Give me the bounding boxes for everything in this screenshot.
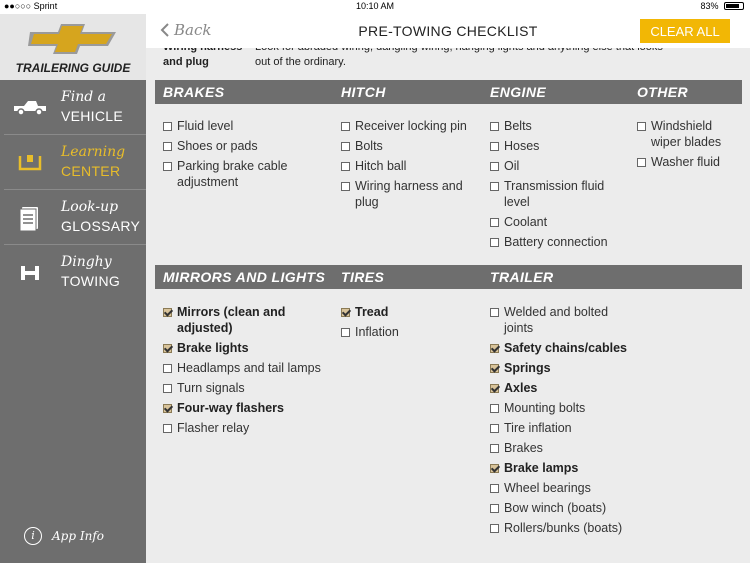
checkbox[interactable] xyxy=(490,524,499,533)
nav-glossary[interactable] xyxy=(4,190,146,245)
nav-find-vehicle-line1: Find a xyxy=(61,89,106,105)
partial-row-term: and plug xyxy=(163,56,209,68)
checklist-item[interactable] xyxy=(163,340,328,356)
checklist-item-label: Bow winch (boats) xyxy=(504,501,607,515)
nav-dinghy-towing-line1: Dinghy xyxy=(61,254,112,270)
checklist-item-label: Mounting bolts xyxy=(504,401,586,415)
checklist-item-label: Shoes or pads xyxy=(177,139,258,153)
checklist-item[interactable] xyxy=(637,154,742,170)
logo-area xyxy=(0,14,146,80)
carrier-label: ●●○○○ Sprint xyxy=(4,1,58,11)
column-title: MIRRORS AND LIGHTS xyxy=(163,269,326,285)
checklist-item-label: Washer fluid xyxy=(651,155,721,169)
column-title: HITCH xyxy=(341,84,386,100)
checkbox-checked[interactable] xyxy=(341,308,350,317)
checklist-item-label: Safety chains/cables xyxy=(504,341,627,355)
checkbox[interactable] xyxy=(490,424,499,433)
checklist-column xyxy=(163,118,328,194)
checklist-item-label: Rollers/bunks (boats) xyxy=(504,521,623,535)
checklist-item-label: Wiring harness and plug xyxy=(355,179,463,209)
checkbox-checked[interactable] xyxy=(490,384,499,393)
checklist-item[interactable] xyxy=(163,158,328,190)
checklist-item-label: Flasher relay xyxy=(177,421,250,435)
checklist-item[interactable] xyxy=(637,118,742,150)
checklist-item-label: Wheel bearings xyxy=(504,481,591,495)
checklist-item-label: Coolant xyxy=(504,215,548,229)
checklist-column xyxy=(163,304,328,440)
column-title: TRAILER xyxy=(490,269,554,285)
checklist-item-label: Hitch ball xyxy=(355,159,407,173)
book-icon xyxy=(12,150,48,176)
checkbox-checked[interactable] xyxy=(490,364,499,373)
checklist-item[interactable] xyxy=(490,158,630,174)
checklist-item[interactable] xyxy=(490,480,640,496)
checklist-item[interactable] xyxy=(341,178,481,210)
checkbox[interactable] xyxy=(341,328,350,337)
checklist-item-label: Fluid level xyxy=(177,119,234,133)
clear-all-button[interactable]: CLEAR ALL xyxy=(640,19,730,43)
checklist-item[interactable] xyxy=(490,400,640,416)
checkbox[interactable] xyxy=(341,182,350,191)
checklist-item-label: Turn signals xyxy=(177,381,245,395)
info-icon: i xyxy=(24,527,42,545)
checkbox[interactable] xyxy=(490,484,499,493)
checklist-item-label: Tire inflation xyxy=(504,421,572,435)
checklist-item-label: Windshield wiper blades xyxy=(651,119,722,149)
checklist-item-label: Brakes xyxy=(504,441,543,455)
checklist-item[interactable] xyxy=(490,234,630,250)
checkbox-checked[interactable] xyxy=(490,464,499,473)
column-title: BRAKES xyxy=(163,84,225,100)
checklist-item[interactable] xyxy=(490,520,640,536)
checklist-item-label: Springs xyxy=(504,361,551,375)
checkbox-checked[interactable] xyxy=(163,308,172,317)
checklist-item[interactable] xyxy=(490,304,640,336)
battery-status xyxy=(700,1,744,11)
checklist-item[interactable] xyxy=(490,380,640,396)
checklist-item-label: Welded and bolted joints xyxy=(504,305,609,335)
page-title: PRE-TOWING CHECKLIST xyxy=(358,23,538,39)
checklist-item[interactable] xyxy=(163,360,328,376)
checklist-item-label: Oil xyxy=(504,159,520,173)
checkbox[interactable] xyxy=(490,444,499,453)
checklist-item-label: Four-way flashers xyxy=(177,401,284,415)
sidebar xyxy=(0,14,146,563)
clock: 10:10 AM xyxy=(355,1,395,11)
nav-find-vehicle[interactable] xyxy=(4,80,146,135)
checklist-item-label: Inflation xyxy=(355,325,399,339)
checklist-item[interactable] xyxy=(490,500,640,516)
checklist-item[interactable] xyxy=(490,118,630,134)
checkbox[interactable] xyxy=(490,218,499,227)
checkbox[interactable] xyxy=(490,162,499,171)
checkbox[interactable] xyxy=(490,504,499,513)
battery-icon xyxy=(724,2,744,10)
checklist-item[interactable] xyxy=(341,304,481,320)
checklist-item[interactable] xyxy=(490,340,640,356)
checklist-column xyxy=(490,118,630,254)
checkbox-checked[interactable] xyxy=(490,344,499,353)
truck-icon xyxy=(12,95,48,121)
checkbox[interactable] xyxy=(341,122,350,131)
checklist-item-label: Mirrors (clean and adjusted) xyxy=(177,305,286,335)
checklist-item-label: Hoses xyxy=(504,139,540,153)
checklist-column xyxy=(341,304,481,344)
checklist-item[interactable] xyxy=(163,420,328,436)
checklist-item[interactable] xyxy=(490,440,640,456)
checkbox[interactable] xyxy=(163,424,172,433)
back-label: Back xyxy=(174,21,212,39)
checkbox[interactable] xyxy=(163,122,172,131)
checklist-item-label: Bolts xyxy=(355,139,383,153)
partial-row-description: out of the ordinary. xyxy=(255,56,346,68)
checkbox[interactable] xyxy=(341,142,350,151)
nav-glossary-line2: GLOSSARY xyxy=(61,218,141,234)
checklist-item-label: Tread xyxy=(355,305,389,319)
checklist-item-label: Battery connection xyxy=(504,235,608,249)
nav-find-vehicle-line2: VEHICLE xyxy=(61,108,124,124)
checklist-item[interactable] xyxy=(163,400,328,416)
checklist-item[interactable] xyxy=(490,138,630,154)
checklist-item[interactable] xyxy=(341,138,481,154)
checklist-column xyxy=(341,118,481,214)
checkbox[interactable] xyxy=(163,364,172,373)
checklist-item-label: Receiver locking pin xyxy=(355,119,467,133)
checklist-item-label: Axles xyxy=(504,381,538,395)
checkbox[interactable] xyxy=(490,238,499,247)
checklist-item[interactable] xyxy=(341,158,481,174)
checklist-item[interactable] xyxy=(341,118,481,134)
checklist-item[interactable] xyxy=(163,304,328,336)
checklist-item-label: Parking brake cable adjustment xyxy=(177,159,288,189)
checklist-item[interactable] xyxy=(341,324,481,340)
section-header xyxy=(155,265,742,289)
checklist-item-label: Brake lights xyxy=(177,341,249,355)
tow-bar-icon xyxy=(12,260,48,286)
checklist-column xyxy=(637,118,742,174)
checklist-item[interactable] xyxy=(163,138,328,154)
checkbox[interactable] xyxy=(163,162,172,171)
status-bar xyxy=(0,0,750,14)
nav-dinghy-towing-line2: TOWING xyxy=(61,273,121,289)
checkbox[interactable] xyxy=(341,162,350,171)
checklist-item[interactable] xyxy=(490,420,640,436)
header-bar xyxy=(146,14,750,48)
checklist-item[interactable] xyxy=(163,380,328,396)
nav-dinghy-towing[interactable] xyxy=(4,245,146,300)
checkbox[interactable] xyxy=(490,142,499,151)
checklist-item-label: Headlamps and tail lamps xyxy=(177,361,321,375)
checklist-item[interactable] xyxy=(490,178,630,210)
nav-learning-center[interactable] xyxy=(4,135,146,190)
chevrolet-bowtie-logo xyxy=(28,22,118,56)
column-title: ENGINE xyxy=(490,84,547,100)
column-title: TIRES xyxy=(341,269,385,285)
checklist-item-label: Brake lamps xyxy=(504,461,579,475)
checkbox[interactable] xyxy=(637,158,646,167)
battery-percent: 83% xyxy=(700,1,719,11)
nav-learning-center-line1: Learning xyxy=(61,144,126,160)
checkbox-checked[interactable] xyxy=(163,404,172,413)
checklist-item[interactable] xyxy=(490,460,640,476)
checkbox[interactable] xyxy=(163,384,172,393)
trailering-guide-title: TRAILERING GUIDE xyxy=(15,61,131,75)
checkbox[interactable] xyxy=(490,308,499,317)
checkbox[interactable] xyxy=(163,142,172,151)
section-header xyxy=(155,80,742,104)
nav-glossary-line1: Look-up xyxy=(61,199,119,215)
checklist-item[interactable] xyxy=(490,214,630,230)
checkbox-checked[interactable] xyxy=(163,344,172,353)
checklist-content[interactable] xyxy=(146,48,750,563)
checklist-item[interactable] xyxy=(163,118,328,134)
checklist-item-label: Transmission fluid level xyxy=(504,179,605,209)
checklist-item[interactable] xyxy=(490,360,640,376)
checkbox[interactable] xyxy=(490,404,499,413)
checklist-item-label: Belts xyxy=(504,119,532,133)
column-title: OTHER xyxy=(637,84,688,100)
checkbox[interactable] xyxy=(637,122,646,131)
checkbox[interactable] xyxy=(490,122,499,131)
app-info-label: App Info xyxy=(52,529,104,543)
nav-learning-center-line2: CENTER xyxy=(61,163,121,179)
checklist-column xyxy=(490,304,640,540)
checkbox[interactable] xyxy=(490,182,499,191)
document-icon xyxy=(12,205,48,231)
